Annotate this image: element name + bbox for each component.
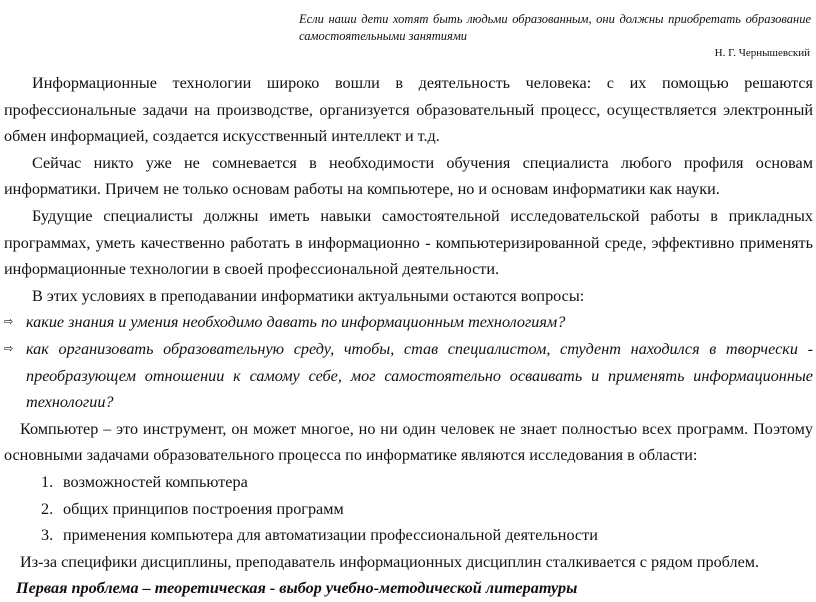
arrow-right-icon: ⇨	[4, 341, 14, 355]
paragraph-intro: Информационные технологии широко вошли в деятельность человека: с их помощью решаются профессиональные задачи на производстве, организуется образовательный процесс, осуществляется электронный обмен информацией, создается искусственный интеллект и т.д.	[4, 74, 813, 146]
question-text: какие знания и умения необходимо давать по информационным технологиям?	[26, 313, 566, 332]
list-number: 1.	[41, 472, 54, 491]
list-item-text: возможностей компьютера	[63, 472, 248, 491]
list-number: 3.	[41, 526, 54, 545]
question-text: как организовать образовательную среду, чтобы, став специалистом, студент находился в творчески - преобразующем отношении к самому себе, мог самостоятельно осваивать и применять информационные технологии?	[26, 339, 813, 412]
list-item-text: общих принципов построения программ	[63, 499, 344, 518]
arrow-right-icon: ⇨	[4, 315, 14, 329]
paragraph-questions-intro: В этих условиях в преподавании информатики актуальными остаются вопросы:	[32, 286, 585, 305]
paragraph-necessity: Сейчас никто уже не сомневается в необходимости обучения специалиста любого профиля основам информатики. Причем не только основам работы на компьютере, но и основам информатики как науки.	[4, 153, 813, 199]
list-number: 2.	[41, 499, 54, 518]
epigraph: Если наши дети хотят быть людьми образованным, они должны приобретать образование самостоятельными занятиями	[299, 12, 811, 43]
list-item	[4, 496, 813, 523]
paragraph-computer: Компьютер – это инструмент, он может многое, но ни один человек не знает полностью всех программ. Поэтому основными задачами образовательного процесса по информатике являются исследования в области:	[4, 419, 813, 465]
list-item-text: применения компьютера для автоматизации профессиональной деятельности	[63, 526, 598, 545]
question-item	[4, 309, 813, 336]
question-item	[4, 336, 813, 416]
paragraph-problems: Из-за специфики дисциплины, преподаватель информационных дисциплин сталкивается с рядом проблем.	[20, 552, 760, 571]
document-body	[4, 70, 813, 602]
list-item	[4, 522, 813, 549]
epigraph-author: Н. Г. Чернышевский	[714, 47, 810, 59]
problem-heading: Первая проблема – теоретическая - выбор учебно-методической литературы	[16, 579, 578, 598]
paragraph-skills: Будущие специалисты должны иметь навыки самостоятельной исследовательской работы в прикладных программах, уметь качественно работать в информационно - компьютеризированной среде, эффективно применять информационные технологии в своей профессиональной деятельности.	[4, 206, 813, 279]
list-item	[4, 469, 813, 496]
